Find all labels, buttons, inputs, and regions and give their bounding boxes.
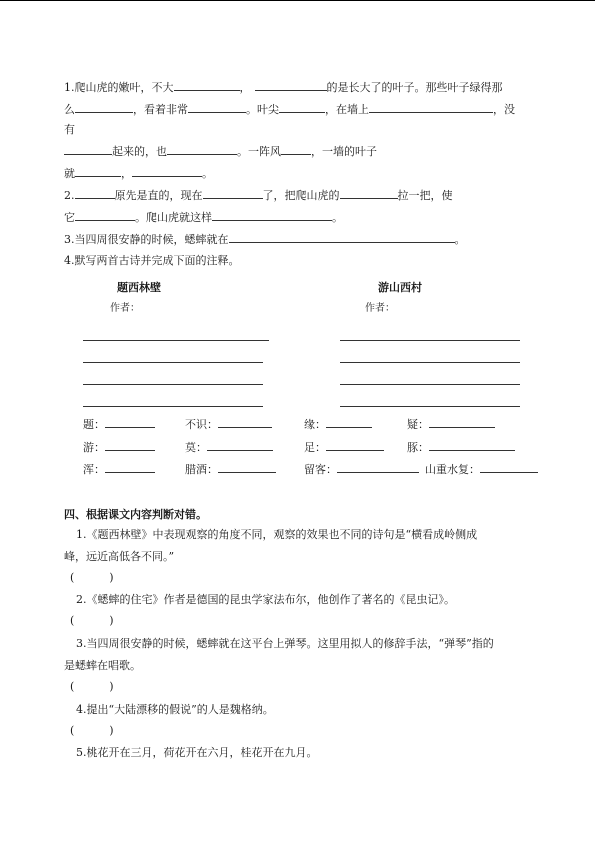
q1-blank-6[interactable] bbox=[369, 102, 493, 113]
ann-blank[interactable] bbox=[337, 462, 419, 473]
q1-blank-7[interactable] bbox=[64, 144, 112, 155]
q3-text-a: 3.当四周很安静的时候，蟋蟀就在 bbox=[64, 233, 229, 246]
poem-title-left: 题西林壁 bbox=[117, 281, 161, 294]
ann-label: 浑： bbox=[83, 463, 105, 476]
poem-right-line-2[interactable] bbox=[340, 362, 520, 363]
ann-blank[interactable] bbox=[429, 440, 515, 451]
ann-label: 腊酒： bbox=[185, 463, 218, 476]
q1-text-g: ，在墙上 bbox=[325, 103, 369, 116]
q3-line bbox=[64, 232, 466, 247]
poem-title-right: 游山西村 bbox=[378, 281, 422, 294]
judge-q3-line-2: 是蟋蟀在唱歌。 bbox=[64, 659, 141, 672]
ann-yi bbox=[407, 417, 495, 432]
q1-text-h: ，没 bbox=[493, 103, 515, 116]
judge-q2-answer[interactable]: ( ) bbox=[70, 614, 114, 627]
q1-text-e: ，看着非常 bbox=[133, 103, 188, 116]
q1-text-c: 的是长大了的叶子。那些叶子绿得那 bbox=[326, 81, 503, 94]
q3-text-b: 。 bbox=[454, 233, 466, 246]
q2-blank-2[interactable] bbox=[203, 188, 263, 199]
q1-blank-4[interactable] bbox=[188, 102, 246, 113]
ann-blank[interactable] bbox=[326, 440, 384, 451]
q1-line-2 bbox=[64, 102, 515, 117]
ann-blank[interactable] bbox=[105, 417, 155, 428]
q1-blank-1[interactable] bbox=[174, 80, 240, 91]
ann-blank[interactable] bbox=[326, 417, 372, 428]
ann-zu bbox=[304, 440, 384, 455]
poem-left-line-4[interactable] bbox=[83, 406, 263, 407]
q1-text-k: 。一阵风 bbox=[237, 145, 281, 158]
judge-q1-line-2: 峰，远近高低各不同。” bbox=[64, 550, 175, 563]
judge-q4: 4.提出“大陆漂移的假说”的人是魏格纳。 bbox=[76, 703, 274, 716]
q1-line-5 bbox=[64, 166, 213, 181]
q1-text-n: ， bbox=[121, 167, 132, 180]
ann-label: 不识： bbox=[185, 418, 218, 431]
poem-left-line-2[interactable] bbox=[83, 362, 263, 363]
poem-right-line-1[interactable] bbox=[340, 340, 520, 341]
q1-blank-3[interactable] bbox=[75, 102, 133, 113]
q2-blank-5[interactable] bbox=[212, 210, 332, 221]
q2-text-e: 它 bbox=[64, 211, 75, 224]
q2-text-d: 拉一把，使 bbox=[397, 189, 453, 202]
ann-label: 豚： bbox=[407, 441, 429, 454]
judge-q4-answer[interactable]: ( ) bbox=[70, 724, 114, 737]
q2-blank-4[interactable] bbox=[75, 210, 135, 221]
ann-label: 游： bbox=[83, 441, 105, 454]
ann-bushi bbox=[185, 417, 272, 432]
ann-tun bbox=[407, 440, 515, 455]
q1-blank-10[interactable] bbox=[75, 166, 121, 177]
ann-label: 留客： bbox=[304, 463, 337, 476]
q1-text-f: 。叶尖 bbox=[246, 103, 279, 116]
ann-you bbox=[83, 440, 155, 455]
q1-line-3 bbox=[64, 123, 75, 137]
judge-q1-line-1: 1.《题西林壁》中表现观察的角度不同，观察的效果也不同的诗句是“横看成岭侧成 bbox=[76, 528, 478, 541]
q1-text-b: ， bbox=[239, 81, 251, 94]
q2-blank-3[interactable] bbox=[340, 188, 398, 199]
q3-blank[interactable] bbox=[229, 232, 455, 243]
q2-text-a: 2. bbox=[64, 189, 75, 202]
ann-label: 山重水复： bbox=[425, 463, 480, 476]
q1-text-d: 么 bbox=[64, 103, 75, 116]
ann-ti bbox=[83, 417, 155, 432]
q2-text-f: 。爬山虎就这样 bbox=[135, 211, 212, 224]
top-rule bbox=[0, 0, 595, 1]
q1-blank-8[interactable] bbox=[167, 144, 237, 155]
q1-text-a: 1.爬山虎的嫩叶，不大 bbox=[64, 81, 174, 94]
ann-hun bbox=[83, 462, 155, 477]
ann-liuke bbox=[304, 462, 419, 477]
ann-label: 莫： bbox=[185, 441, 207, 454]
q1-blank-2[interactable] bbox=[255, 80, 327, 91]
judge-q1-answer[interactable]: ( ) bbox=[70, 571, 114, 584]
q1-text-o: 。 bbox=[202, 167, 213, 180]
judge-q3-answer[interactable]: ( ) bbox=[70, 680, 114, 693]
author-label-right: 作者： bbox=[365, 303, 395, 314]
poem-left-line-3[interactable] bbox=[83, 384, 263, 385]
q1-text-m: 就 bbox=[64, 167, 75, 180]
q1-line-4 bbox=[64, 144, 377, 159]
q4-text: 4.默写两首古诗并完成下面的注释。 bbox=[64, 254, 240, 267]
ann-blank[interactable] bbox=[218, 417, 272, 428]
ann-label: 疑： bbox=[407, 418, 429, 431]
judge-q2: 2.《蟋蟀的住宅》作者是德国的昆虫学家法布尔，他创作了著名的《昆虫记》。 bbox=[76, 593, 455, 606]
ann-label: 足： bbox=[304, 441, 326, 454]
ann-lajiu bbox=[185, 462, 276, 477]
ann-blank[interactable] bbox=[218, 462, 276, 473]
judge-q5: 5.桃花开在三月，荷花开在六月，桂花开在九月。 bbox=[76, 746, 318, 759]
q1-text-i: 有 bbox=[64, 123, 75, 136]
ann-label: 缘： bbox=[304, 418, 326, 431]
ann-blank[interactable] bbox=[105, 440, 155, 451]
ann-blank[interactable] bbox=[429, 417, 495, 428]
q1-text-j: 起来的，也 bbox=[112, 145, 167, 158]
ann-shanzhong bbox=[425, 462, 538, 477]
ann-yuan bbox=[304, 417, 372, 432]
q2-line-2 bbox=[64, 210, 343, 225]
q1-text-l: ，一墙的叶子 bbox=[311, 145, 377, 158]
q2-line-1 bbox=[64, 188, 453, 203]
q2-text-b: 原先是直的，现在 bbox=[114, 189, 203, 202]
poem-right-line-3[interactable] bbox=[340, 384, 520, 385]
ann-blank[interactable] bbox=[105, 462, 155, 473]
q1-blank-5[interactable] bbox=[279, 102, 325, 113]
q1-line-1 bbox=[64, 80, 503, 95]
q2-blank-1[interactable] bbox=[75, 188, 115, 199]
ann-blank[interactable] bbox=[480, 462, 538, 473]
section-heading: 四、根据课文内容判断对错。 bbox=[64, 508, 207, 521]
q2-text-c: 了，把爬山虎的 bbox=[262, 189, 340, 202]
poem-right-line-4[interactable] bbox=[340, 406, 520, 407]
ann-mo bbox=[185, 440, 273, 455]
ann-label: 题： bbox=[83, 418, 105, 431]
ann-blank[interactable] bbox=[207, 440, 273, 451]
q4-line bbox=[64, 254, 240, 268]
judge-q3-line-1: 3.当四周很安静的时候，蟋蟀就在这平台上弹琴。这里用拟人的修辞手法，“弹琴”指的 bbox=[76, 637, 494, 650]
q1-blank-9[interactable] bbox=[281, 144, 311, 155]
q2-text-g: 。 bbox=[332, 211, 343, 224]
q1-blank-11[interactable] bbox=[132, 166, 202, 177]
poem-left-line-1[interactable] bbox=[83, 340, 269, 341]
author-label-left: 作者： bbox=[110, 303, 140, 314]
